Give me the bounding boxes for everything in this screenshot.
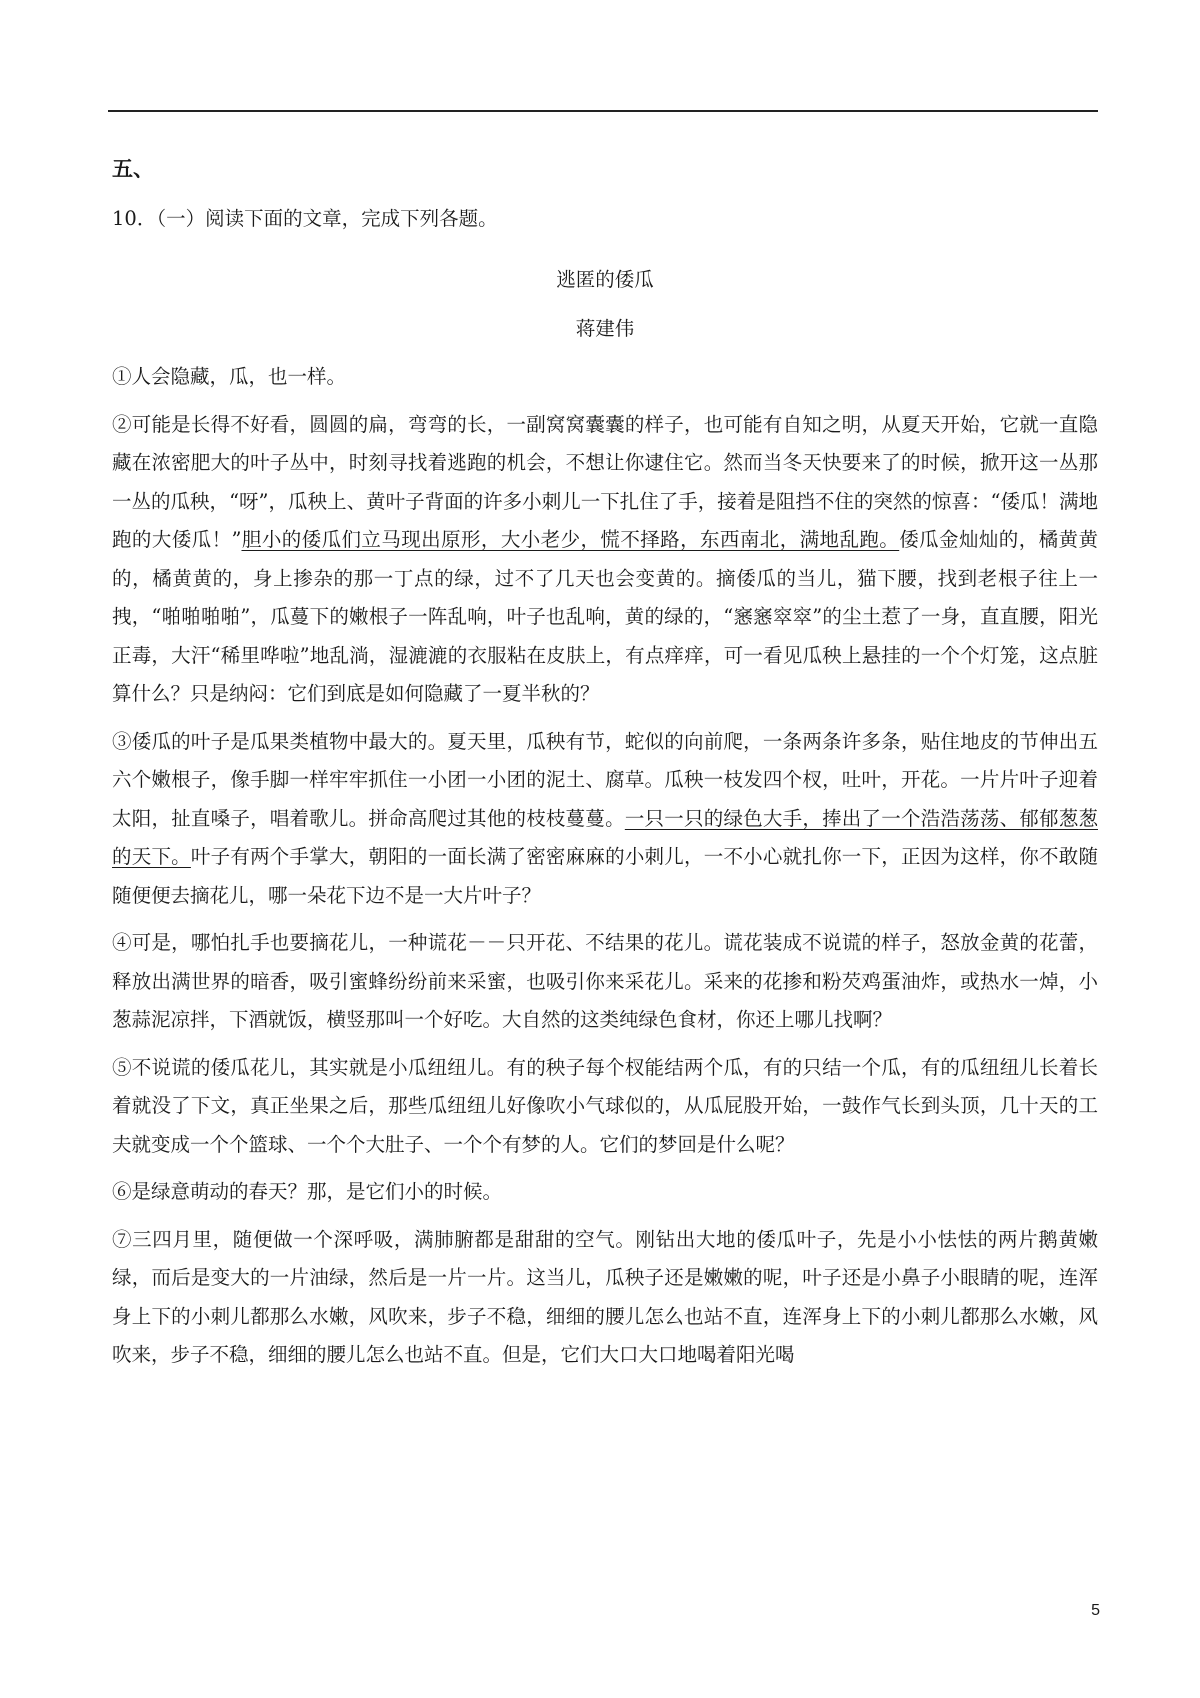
- paragraph-text: 叶子有两个手掌大，朝阳的一面长满了密密麻麻的小刺儿，一不小心就扎你一下，正因为这样，你不敢随随便便去摘花儿，哪一朵花下边不是一大片叶子？: [112, 845, 1098, 907]
- document-body: [112, 150, 1098, 1384]
- article-paragraph: [112, 1049, 1098, 1165]
- article-paragraph: [112, 406, 1098, 714]
- article-paragraph: [112, 1173, 1098, 1212]
- article-author: 蒋建伟: [575, 317, 635, 340]
- paragraph-text: ①人会隐藏，瓜，也一样。: [112, 365, 347, 388]
- article-paragraph: [112, 924, 1098, 1040]
- page-number: 5: [1091, 1602, 1100, 1619]
- underlined-sentence: 胆小的倭瓜们立马现出原形，大小老少，慌不择路，东西南北，满地乱跑。: [241, 528, 900, 551]
- paragraph-text: 倭瓜金灿灿的，橘黄黄的，橘黄黄的，身上掺杂的那一丁点的绿，过不了几天也会变黄的。摘倭瓜的当儿，猫下腰，找到老根子往上一拽，“啪啪啪啪”，瓜蔓下的嫩根子一阵乱响，叶子也乱响，黄的绿的，“窸窸窣窣”的尘土惹了一身，直直腰，阳光正毒，大汗“稀里哗啦”地乱淌，湿漉漉的衣服粘在皮肤上，有点痒痒，可一看见瓜秧上悬挂的一个个灯笼，这点脏算什么？只是纳闷：它们到底是如何隐藏了一夏半秋的？: [112, 528, 1098, 705]
- article-paragraph: [112, 358, 1098, 397]
- section-number: 五、: [112, 156, 154, 181]
- article-paragraphs: [112, 358, 1098, 1375]
- paragraph-text: ⑥是绿意萌动的春天？那，是它们小的时候。: [112, 1180, 503, 1203]
- paragraph-text: ⑦三四月里，随便做一个深呼吸，满肺腑都是甜甜的空气。刚钻出大地的倭瓜叶子，先是小小怯怯的两片鹅黄嫩绿，而后是变大的一片油绿，然后是一片一片。这当儿，瓜秧子还是嫩嫩的呢，叶子还是小鼻子小眼睛的呢，连浑身上下的小刺儿都那么水嫩，风吹来，步子不稳，细细的腰儿怎么也站不直，连浑身上下的小刺儿都那么水嫩，风吹来，步子不稳，细细的腰儿怎么也站不直。但是，它们大口大口地喝着阳光喝: [112, 1227, 1098, 1366]
- question-prompt: 10．（一）阅读下面的文章，完成下列各题。: [112, 207, 498, 230]
- underlined-sentence: 一只一只的绿色大手，捧出了一个浩浩荡荡、郁郁葱葱的天下。: [112, 806, 1098, 868]
- header-rule: [108, 110, 1098, 112]
- paragraph-text: ③倭瓜的叶子是瓜果类植物中最大的。夏天里，瓜秧有节，蛇似的向前爬，一条两条许多条，贴住地皮的节伸出五六个嫩根子，像手脚一样牢牢抓住一小团一小团的泥土、腐草。瓜秧一枝发四个杈，吐叶，开花。一片片叶子迎着太阳，扯直嗓子，唱着歌儿。拼命高爬过其他的枝枝蔓蔓。: [112, 729, 1098, 830]
- article-paragraph: [112, 723, 1098, 916]
- paragraph-text: ④可是，哪怕扎手也要摘花儿，一种谎花－－只开花、不结果的花儿。谎花装成不说谎的样子，怒放金黄的花蕾，释放出满世界的暗香，吸引蜜蜂纷纷前来采蜜，也吸引你来采花儿。采来的花掺和粉芡鸡蛋油炸，或热水一焯，小葱蒜泥凉拌，下酒就饭，横竖那叫一个好吃。大自然的这类纯绿色食材，你还上哪儿找啊？: [112, 931, 1098, 1031]
- article-paragraph: [112, 1221, 1098, 1375]
- article-title: 逃匿的倭瓜: [556, 268, 654, 291]
- paragraph-text: ⑤不说谎的倭瓜花儿，其实就是小瓜纽纽儿。有的秧子每个杈能结两个瓜，有的只结一个瓜，有的瓜纽纽儿长着长着就没了下文，真正坐果之后，那些瓜纽纽儿好像吹小气球似的，从瓜屁股开始，一鼓作气长到头顶，几十天的工夫就变成一个个篮球、一个个大肚子、一个个有梦的人。它们的梦回是什么呢？: [112, 1055, 1098, 1156]
- paragraph-text: ②可能是长得不好看，圆圆的扁，弯弯的长，一副窝窝囊囊的样子，也可能有自知之明，从夏天开始，它就一直隐藏在浓密肥大的叶子丛中，时刻寻找着逃跑的机会，不想让你逮住它。然而当冬天快要来了的时候，掀开这一丛那一丛的瓜秧，“呀”，瓜秧上、黄叶子背面的许多小刺儿一下扎住了手，接着是阻挡不住的突然的惊喜：“倭瓜！满地跑的大倭瓜！”: [112, 412, 1098, 551]
